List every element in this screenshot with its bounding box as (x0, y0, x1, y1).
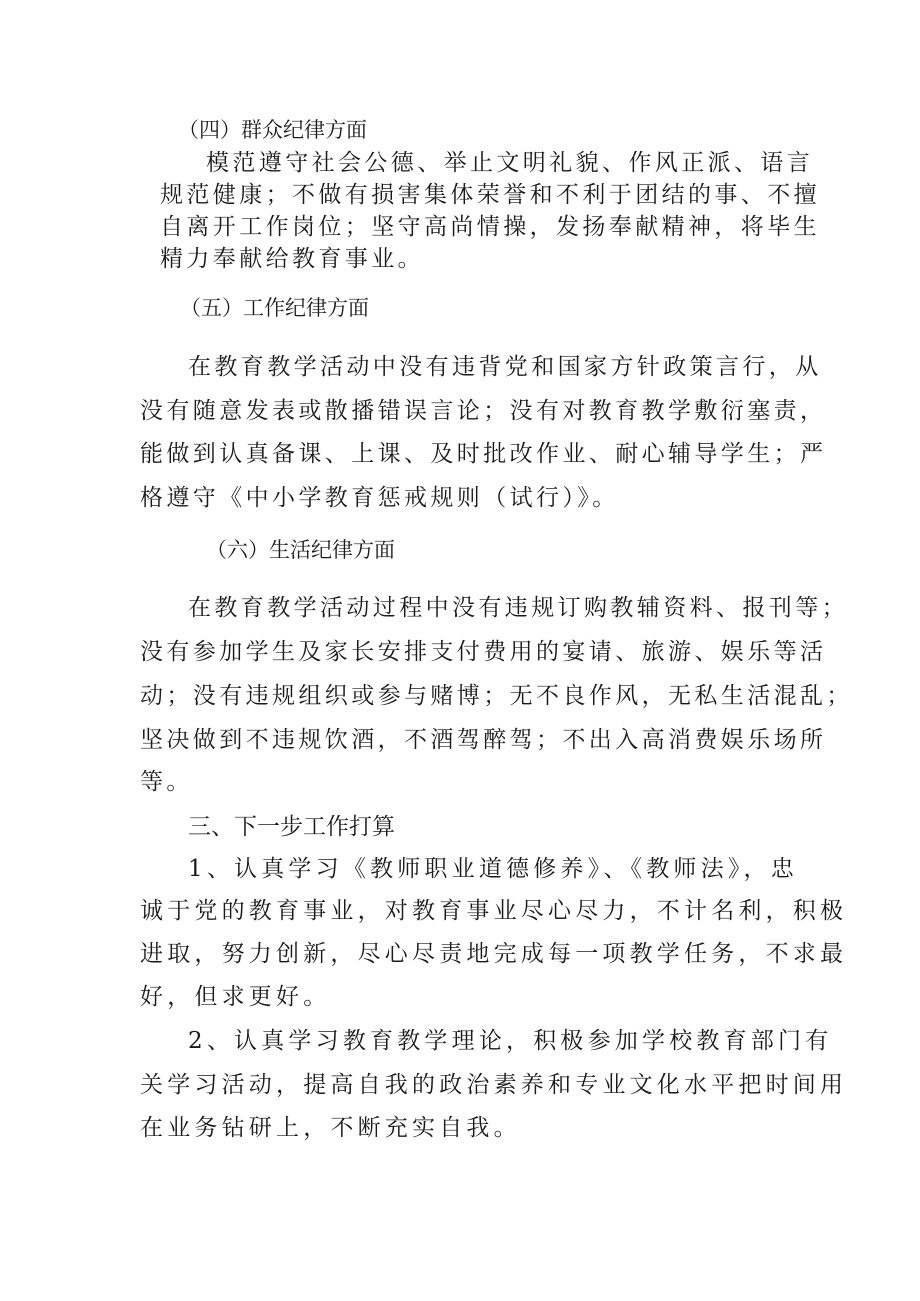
section-heading: （四）群众纪律方面 (178, 118, 367, 142)
paragraph-line: 进取，努力创新，尽心尽责地完成每一项教学任务，不求最 (140, 941, 848, 967)
paragraph-line: 2、认真学习教育教学理论，积极参加学校教育部门有 (188, 1028, 833, 1054)
paragraph-line: 没有参加学生及家长安排支付费用的宴请、旅游、娱乐等活 (140, 639, 827, 665)
paragraph-line: 能做到认真备课、上课、及时批改作业、耐心辅导学生；严 (140, 441, 827, 467)
paragraph-line: 诚于党的教育事业，对教育事业尽心尽力，不计名利，积极 (140, 898, 848, 924)
paragraph-line: 1、认真学习《教师职业道德修养》、《教师法》，忠 (188, 856, 798, 882)
paragraph-line: 模范遵守社会公德、举止文明礼貌、作风正派、语言 (206, 150, 814, 176)
paragraph-line: 好，但求更好。 (140, 984, 331, 1010)
paragraph-line: 在教育教学活动过程中没有违规订购教辅资料、报刊等； (188, 595, 848, 621)
section-title: 三、下一步工作打算 (188, 814, 395, 840)
paragraph-line: 在业务钻研上，不断充实自我。 (140, 1115, 521, 1141)
paragraph-line: 没有随意发表或散播错误言论；没有对教育教学敷衍塞责， (140, 398, 827, 424)
paragraph-line: 自离开工作岗位；坚守高尚情操，发扬奉献精神，将毕生 (160, 214, 820, 240)
paragraph-line: 规范健康；不做有损害集体荣誉和不利于团结的事、不擅 (160, 182, 820, 208)
paragraph-line: 等。 (140, 769, 193, 795)
section-heading: （六）生活纪律方面 (206, 538, 395, 562)
paragraph-line: 动；没有违规组织或参与赌博；无不良作风，无私生活混乱； (140, 683, 853, 709)
section-heading: （五）工作纪律方面 (180, 296, 369, 320)
paragraph-line: 关学习活动，提高自我的政治素养和专业文化水平把时间用 (140, 1072, 848, 1098)
paragraph-line: 坚决做到不违规饮酒，不酒驾醉驾；不出入高消费娱乐场所 (140, 727, 827, 753)
paragraph-line: 精力奉献给教育事业。 (160, 246, 424, 272)
paragraph-line: 格遵守《中小学教育惩戒规则（试行）》。 (140, 485, 619, 511)
paragraph-line: 在教育教学活动中没有违背党和国家方针政策言行，从 (188, 354, 822, 380)
